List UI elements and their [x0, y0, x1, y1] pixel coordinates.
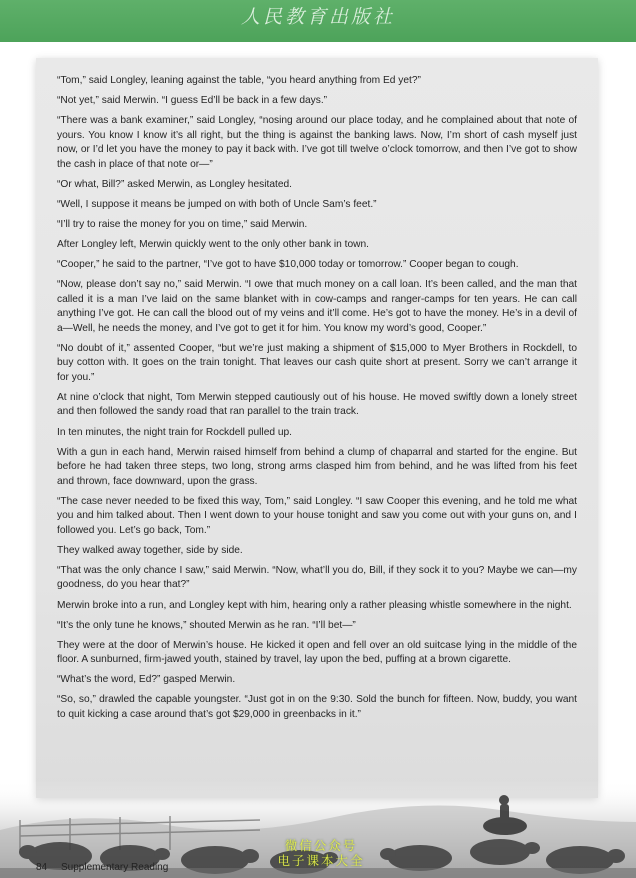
paragraph: “Or what, Bill?” asked Merwin, as Longley hesitated.	[57, 178, 292, 190]
header-band	[0, 0, 636, 42]
text-panel	[36, 58, 598, 798]
paragraph: “There was a bank examiner,” said Longley, “nosing around our place today, and he complained about that note of yours. You know I know it’s all right, but the thing is against the banking laws. Now, I’m short of cash myself just now, or I’d let you have the money to pay it back with. I’ve got till twelve o’clock tomorrow, and then I’ve got to show the cash in place of that note or—”	[57, 115, 577, 170]
paragraph: After Longley left, Merwin quickly went to the only other bank in town.	[57, 239, 370, 251]
watermark-line: 微信公众号	[284, 838, 358, 853]
paragraph: In ten minutes, the night train for Rockdell pulled up.	[57, 426, 293, 438]
paragraph: “So, so,” drawled the capable youngster. “Just got in on the 9:30. Sold the bunch for fifteen. Now, buddy, you want to quit kicking a case around that’s got $29,000 in greenbacks in it.”	[57, 694, 577, 720]
paragraph: “No doubt of it,” assented Cooper, “but we’re just making a shipment of $15,000 to Myer Brothers in Rockdell, to buy cotton with. It goes on the train tonight. That leaves our cash quite short at present. Sorry we can’t arrange it for you.”	[57, 342, 577, 383]
paragraph: “Tom,” said Longley, leaning against the table, “you heard anything from Ed yet?”	[57, 75, 421, 86]
paragraph: They walked away together, side by side.	[57, 544, 243, 556]
paragraph: “I’ll try to raise the money for you on time,” said Merwin.	[57, 218, 308, 230]
paragraph: “That was the only chance I saw,” said Merwin. “Now, what’ll you do, Bill, if they sock it to you? Maybe we can—my goodness, do you hear that?”	[57, 564, 577, 591]
paragraph: “What’s the word, Ed?” gasped Merwin.	[57, 674, 236, 686]
paragraph: “Cooper,” he said to the partner, “I’ve got to have $10,000 today or tomorrow.” Cooper began to cough.	[57, 259, 519, 271]
paragraph: They were at the door of Merwin’s house. He kicked it open and fell over an old suitcase lying in the middle of the floor. A sunburned, firm-jawed youth, stained by travel, lay upon the bed, puffing at a brown cigarette.	[57, 639, 577, 666]
watermark	[266, 838, 376, 868]
page-number: 84	[36, 862, 48, 873]
paragraph: “The case never needed to be fixed this way, Tom,” said Longley. “I saw Cooper this evening, and he told me what you and him talked about. Then I went down to your house tonight and saw you come out with your guns on, and I followed you. Let’s go back, Tom.”	[57, 495, 577, 536]
paragraph: “It’s the only tune he knows,” shouted Merwin as he ran. “I’ll bet—”	[57, 619, 356, 631]
paragraph: With a gun in each hand, Merwin raised himself from behind a clump of chaparral and started for the engine. But before he had taken three steps, two long, strong arms clasped him from behind, and he was lifted from his feet and thrown, face downward, upon the grass.	[57, 446, 577, 487]
section-label: Supplementary Reading	[61, 862, 169, 873]
paragraph: “Now, please don’t say no,” said Merwin. “I owe that much money on a call loan. It’s been called, and the man that called it is a man I’ve laid on the same blanket with in cow-camps and ranger-camps for ten years. He can call anything I’ve got. He can call the blood out of my veins and it’ll come. He’s got to have the money. He’s in a devil of a—Well, he needs the money, and I’ve got to get it for him. You know my word’s good, Cooper.”	[57, 279, 577, 334]
paragraph: “Well, I suppose it means be jumped on with both of Uncle Sam’s feet.”	[57, 198, 377, 210]
story-text	[36, 58, 598, 722]
paragraph: “Not yet,” said Merwin. “I guess Ed’ll be back in a few days.”	[57, 95, 328, 107]
publisher-logo: 人民教育出版社	[240, 6, 395, 28]
paragraph: Merwin broke into a run, and Longley kept with him, hearing only a rather pleasing whistle somewhere in the night.	[57, 599, 572, 611]
paragraph: At nine o’clock that night, Tom Merwin stepped cautiously out of his house. He moved swiftly down a lonely street and then followed the sandy road that ran parallel to the train track.	[57, 391, 577, 418]
watermark-line: 电子课本大全	[277, 853, 365, 868]
